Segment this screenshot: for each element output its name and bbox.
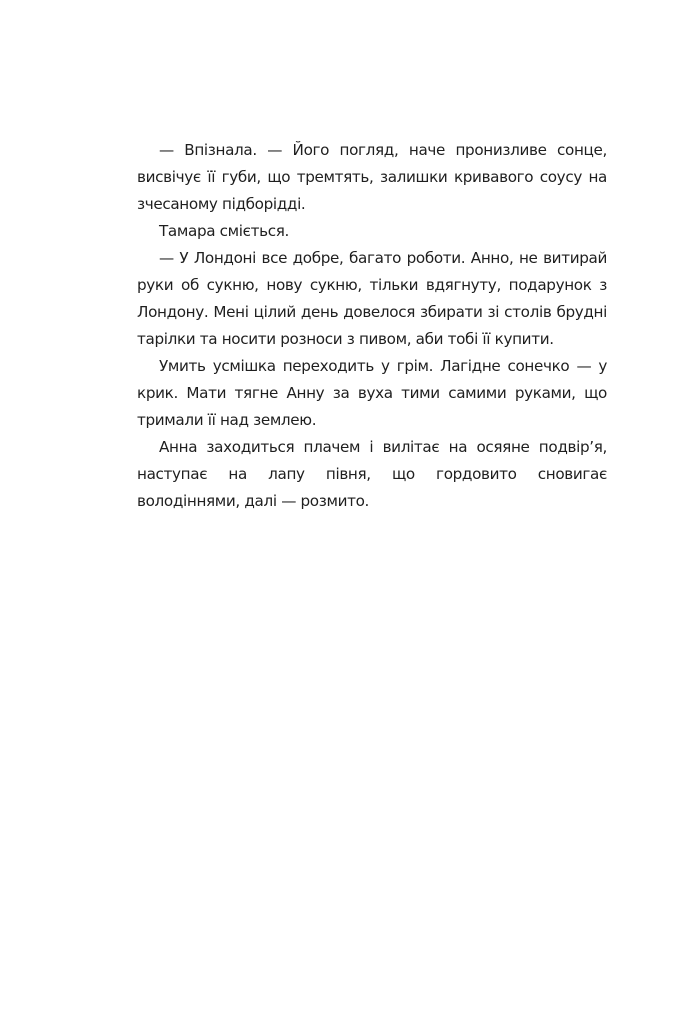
paragraph: Тамара сміється.	[159, 222, 289, 240]
paragraph: — У Лондоні все добре, багато роботи. Анно, не витирай руки об сукню, нову сукню, тільки вдягнуту, подарунок з Лондону. Мені цілий день довелося збирати зі столів брудні тарілки та носити розноси з пивом, аби тобі її купити.	[137, 249, 607, 348]
paragraph: — Впізнала. — Його погляд, наче пронизливе сонце, висвічує її губи, що тремтять, залишки кривавого соусу на зчесаному підборідді.	[137, 141, 607, 213]
paragraph: Умить усмішка переходить у грім. Лагідне сонечко — у крик. Мати тягне Анну за вуха тими самими руками, що тримали її над землею.	[137, 357, 607, 429]
paragraph: Анна заходиться плачем і вилітає на осяяне подвір’я, наступає на лапу півня, що гордовито сновигає володіннями, далі — розмито.	[137, 438, 607, 510]
book-page-text	[137, 137, 607, 515]
